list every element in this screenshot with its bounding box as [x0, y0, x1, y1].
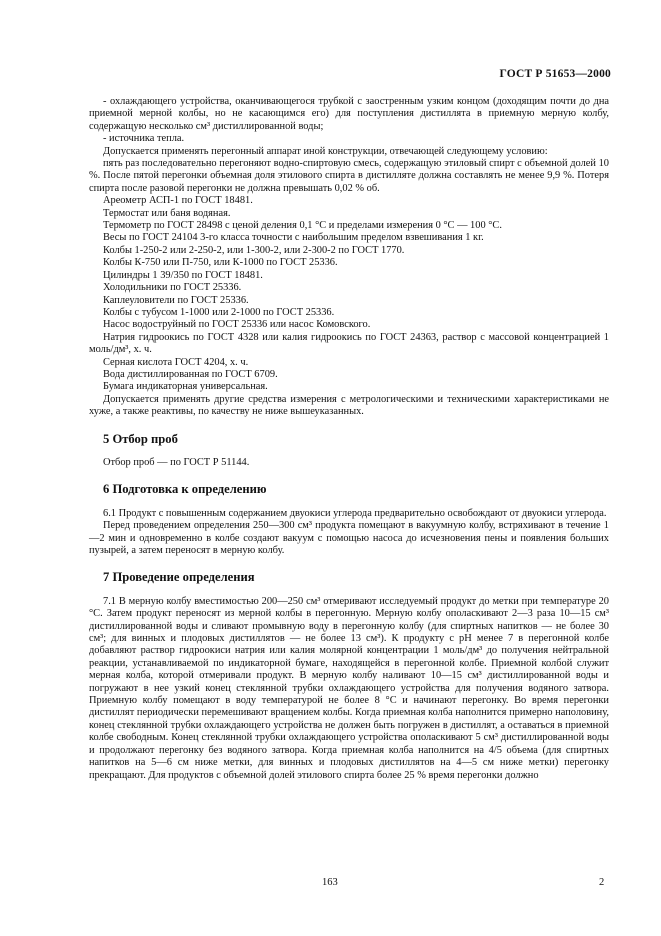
list-item: Весы по ГОСТ 24104 3-го класса точности с наибольшим пределом взвешивания 1 кг. [103, 232, 484, 244]
list-item: Бумага индикаторная универсальная. [103, 381, 268, 393]
list-item: Ареометр АСП-1 по ГОСТ 18481. [103, 195, 253, 207]
paragraph: Допускается применять перегонный аппарат иной конструкции, отвечающей следующему условию: [103, 145, 548, 157]
list-item: Насос водоструйный по ГОСТ 25336 или насос Комовского. [103, 319, 371, 331]
paragraph: 7.1 В мерную колбу вместимостью 200—250 см³ отмеривают исследуемый продукт до метки при температуре 20 °С. Затем продукт переносят из мерной колбы в перегонную. Мерную колбу ополаскивают 2—3 раза 10—15 см³ дистиллированной воды и сливают промывную воду в перегонную колбу (для спиртных напитков — не более 30 см³; для винных и плодовых дистиллятов — не более 13 см³). К продукту с рН менее 7 в перегонной колбе добавляют раствор гидроокиси натрия или калия молярной концентрации 1 моль/дм³ до получения нейтральной реакции, устанавливаемой по индикаторной бумаге, находящейся в перегонной колбе. Приемной колбой служит мерная колба, которой отмеривали продукт. В мерную колбу наливают 10—15 см³ дистиллированной воды и погружают в нее узкий конец стеклянной трубки охлаждающего устройства для получения водяного затвора. Приемную колбу помещают в воду температурой не более 8 °С и начинают перегонку. Во время перегонки дистиллят периодически перемешивают вращением колбы. Когда приемная колба наполнится примерно наполовину, конец стеклянной трубки охлаждающего устройства не должен быть погружен в дистиллят, а оставаться в приемной колбе свободным. Конец стеклянной трубки охлаждающего устройства ополаскивают 5 см³ дистиллированной воды и продолжают перегонку без водяного затвора. Когда приемная колба наполнится на 4/5 объема (для спиртных напитков на 5—6 см ниже метки, для винных и плодовых дистиллятов на 4—5 см ниже метки) перегонку прекращают. Для продуктов с объемной долей этилового спирта более 25 % время перегонки должно [89, 595, 609, 781]
paragraph: - источника тепла. [103, 133, 185, 145]
list-item: Серная кислота ГОСТ 4204, х. ч. [103, 356, 249, 368]
paragraph: Перед проведением определения 250—300 см³ продукта помещают в вакуумную колбу, встряхивают в течение 1—2 мин и одновременно в колбе создают вакуум с помощью насоса до исчезновения пены и появления больших пузырей, а затем переносят в мерную колбу. [89, 520, 609, 556]
section-heading-5: 5 Отбор проб [103, 431, 178, 446]
list-item: Термостат или баня водяная. [103, 207, 231, 219]
page-header: ГОСТ Р 51653—2000 [499, 68, 611, 80]
sheet-number: 2 [599, 877, 605, 888]
list-item: Колбы К-750 или П-750, или К-1000 по ГОСТ 25336. [103, 257, 338, 269]
paragraph: - охлаждающего устройства, оканчивающегося трубкой с заостренным узким концом (доходящим почти до дна приемной мерной колбы, но не касающимся его) для поступления дистиллята в приемную мерную колбу, содержащую несколько см³ дистиллированной воды; [89, 96, 609, 132]
list-item: Колбы с тубусом 1-1000 или 2-1000 по ГОСТ 25336. [103, 306, 335, 318]
paragraph: Отбор проб — по ГОСТ Р 51144. [103, 456, 250, 468]
paragraph: 6.1 Продукт с повышенным содержанием двуокиси углерода предварительно освобождают от двуокиси углерода. [103, 507, 607, 519]
page-number: 163 [322, 877, 338, 888]
list-item: Вода дистиллированная по ГОСТ 6709. [103, 368, 278, 380]
paragraph: Допускается применять другие средства измерения с метрологическими и техническими характеристиками не хуже, а также реактивы, по качеству не ниже вышеуказанных. [89, 393, 609, 418]
list-item: Колбы 1-250-2 или 2-250-2, или 1-300-2, или 2-300-2 по ГОСТ 1770. [103, 244, 405, 256]
list-item: Термометр по ГОСТ 28498 с ценой деления 0,1 °С и пределами измерения 0 °С — 100 °С. [103, 220, 502, 232]
document-body [89, 96, 609, 782]
paragraph: пять раз последовательно перегоняют водно-спиртовую смесь, содержащую этиловый спирт с объемной долей 10 %. После пятой перегонки объемная доля этилового спирта в дистилляте должна составлять не менее 9,9 %. Потеря спирта после разовой перегонки не должна превышать 0,02 % об. [89, 158, 609, 194]
section-heading-7: 7 Проведение определения [103, 570, 255, 585]
list-item: Холодильники по ГОСТ 25336. [103, 282, 242, 294]
section-heading-6: 6 Подготовка к определению [103, 482, 267, 497]
list-item: Каплеуловители по ГОСТ 25336. [103, 294, 249, 306]
list-item: Цилиндры 1 39/350 по ГОСТ 18481. [103, 269, 263, 281]
list-item: Натрия гидроокись по ГОСТ 4328 или калия гидроокись по ГОСТ 24363, раствор с массовой концентрацией 1 моль/дм³, х. ч. [89, 331, 609, 356]
